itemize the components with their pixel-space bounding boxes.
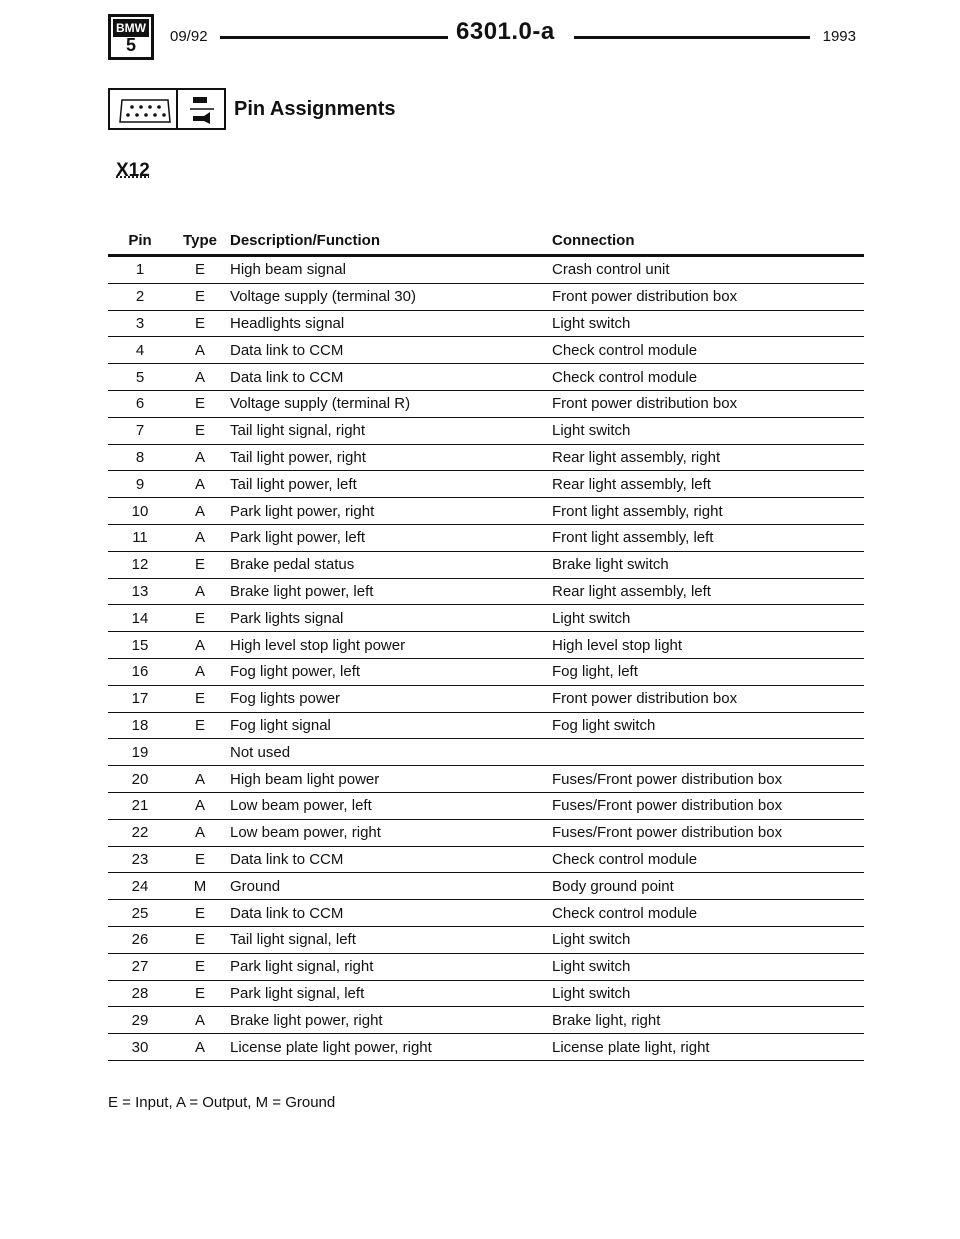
- type-cell: E: [172, 551, 228, 578]
- type-cell: [172, 739, 228, 766]
- pin-cell: 7: [108, 417, 172, 444]
- connection-cell: Light switch: [552, 953, 864, 980]
- type-cell: A: [172, 792, 228, 819]
- connection-cell: Fuses/Front power distribution box: [552, 766, 864, 793]
- description-cell: Data link to CCM: [228, 364, 552, 391]
- description-cell: Fog light signal: [228, 712, 552, 739]
- pin-cell: 22: [108, 819, 172, 846]
- description-cell: Tail light power, left: [228, 471, 552, 498]
- connection-cell: Light switch: [552, 980, 864, 1007]
- bmw-5-series-logo: [108, 14, 154, 60]
- pin-cell: 11: [108, 524, 172, 551]
- description-cell: Park light signal, left: [228, 980, 552, 1007]
- description-cell: Not used: [228, 739, 552, 766]
- connection-cell: Light switch: [552, 417, 864, 444]
- connection-cell: Rear light assembly, right: [552, 444, 864, 471]
- table-row: [108, 1007, 864, 1034]
- pin-cell: 3: [108, 310, 172, 337]
- table-row: [108, 283, 864, 310]
- connection-cell: Rear light assembly, left: [552, 471, 864, 498]
- description-cell: Tail light signal, left: [228, 926, 552, 953]
- type-legend: E = Input, A = Output, M = Ground: [108, 1094, 336, 1111]
- table-row: [108, 792, 864, 819]
- pin-cell: 29: [108, 1007, 172, 1034]
- table-row: [108, 900, 864, 927]
- type-cell: A: [172, 337, 228, 364]
- column-header-pin: Pin: [108, 226, 172, 256]
- description-cell: Park light power, left: [228, 524, 552, 551]
- description-cell: Park light power, right: [228, 498, 552, 525]
- table-row: [108, 524, 864, 551]
- connection-cell: Brake light, right: [552, 1007, 864, 1034]
- description-cell: Data link to CCM: [228, 846, 552, 873]
- description-cell: Park light signal, right: [228, 953, 552, 980]
- connection-cell: Fuses/Front power distribution box: [552, 792, 864, 819]
- table-row: [108, 712, 864, 739]
- type-cell: A: [172, 632, 228, 659]
- pin-cell: 28: [108, 980, 172, 1007]
- table-row: [108, 310, 864, 337]
- description-cell: Ground: [228, 873, 552, 900]
- connection-cell: Light switch: [552, 605, 864, 632]
- document-number: 6301.0-a: [456, 18, 555, 45]
- column-header-description: Description/Function: [228, 226, 552, 256]
- connection-cell: Front power distribution box: [552, 685, 864, 712]
- pin-cell: 25: [108, 900, 172, 927]
- table-row: [108, 551, 864, 578]
- column-header-connection: Connection: [552, 226, 864, 256]
- page-header: [108, 14, 856, 64]
- table-row: [108, 980, 864, 1007]
- connection-cell: Fog light, left: [552, 658, 864, 685]
- pin-cell: 4: [108, 337, 172, 364]
- pin-cell: 15: [108, 632, 172, 659]
- connection-cell: High level stop light: [552, 632, 864, 659]
- connection-cell: Check control module: [552, 846, 864, 873]
- description-cell: Voltage supply (terminal 30): [228, 283, 552, 310]
- table-row: [108, 873, 864, 900]
- description-cell: Voltage supply (terminal R): [228, 390, 552, 417]
- table-row: [108, 819, 864, 846]
- connection-cell: [552, 739, 864, 766]
- connection-cell: Rear light assembly, left: [552, 578, 864, 605]
- pin-cell: 9: [108, 471, 172, 498]
- connection-cell: Crash control unit: [552, 256, 864, 284]
- type-cell: E: [172, 256, 228, 284]
- page-title: Pin Assignments: [234, 98, 396, 120]
- type-cell: A: [172, 524, 228, 551]
- pin-assignment-table: [108, 226, 864, 1061]
- pin-cell: 1: [108, 256, 172, 284]
- type-cell: A: [172, 766, 228, 793]
- table-row: [108, 390, 864, 417]
- description-cell: License plate light power, right: [228, 1034, 552, 1061]
- type-cell: A: [172, 364, 228, 391]
- table-row: [108, 632, 864, 659]
- pin-cell: 27: [108, 953, 172, 980]
- description-cell: High beam signal: [228, 256, 552, 284]
- description-cell: Brake light power, left: [228, 578, 552, 605]
- connection-cell: Front light assembly, left: [552, 524, 864, 551]
- description-cell: Brake pedal status: [228, 551, 552, 578]
- table-row: [108, 364, 864, 391]
- connection-cell: Front power distribution box: [552, 390, 864, 417]
- pin-terminal-icon: [178, 88, 226, 130]
- table-row: [108, 417, 864, 444]
- description-cell: Tail light signal, right: [228, 417, 552, 444]
- pin-cell: 10: [108, 498, 172, 525]
- type-cell: A: [172, 471, 228, 498]
- description-cell: Fog lights power: [228, 685, 552, 712]
- header-rule-right: [574, 36, 810, 39]
- description-cell: High level stop light power: [228, 632, 552, 659]
- type-cell: A: [172, 578, 228, 605]
- connection-cell: Body ground point: [552, 873, 864, 900]
- connection-cell: Front power distribution box: [552, 283, 864, 310]
- description-cell: Brake light power, right: [228, 1007, 552, 1034]
- type-cell: E: [172, 605, 228, 632]
- description-cell: Tail light power, right: [228, 444, 552, 471]
- type-cell: A: [172, 498, 228, 525]
- type-cell: A: [172, 1007, 228, 1034]
- table-row: [108, 471, 864, 498]
- logo-brand: BMW: [113, 19, 149, 37]
- table-row: [108, 685, 864, 712]
- table-row: [108, 605, 864, 632]
- logo-series: 5: [125, 35, 136, 55]
- pin-cell: 6: [108, 390, 172, 417]
- pin-cell: 2: [108, 283, 172, 310]
- type-cell: E: [172, 685, 228, 712]
- type-cell: E: [172, 417, 228, 444]
- description-cell: Fog light power, left: [228, 658, 552, 685]
- pin-cell: 8: [108, 444, 172, 471]
- connection-cell: Light switch: [552, 926, 864, 953]
- type-cell: E: [172, 283, 228, 310]
- description-cell: Data link to CCM: [228, 337, 552, 364]
- type-cell: A: [172, 658, 228, 685]
- connector-label: X12: [116, 160, 150, 181]
- table-row: [108, 256, 864, 284]
- table-row: [108, 337, 864, 364]
- header-rule-left: [220, 36, 448, 39]
- pin-cell: 24: [108, 873, 172, 900]
- type-cell: E: [172, 980, 228, 1007]
- pin-cell: 20: [108, 766, 172, 793]
- type-cell: E: [172, 712, 228, 739]
- pin-cell: 30: [108, 1034, 172, 1061]
- table-row: [108, 766, 864, 793]
- connection-cell: Fog light switch: [552, 712, 864, 739]
- connection-cell: Light switch: [552, 310, 864, 337]
- pin-cell: 26: [108, 926, 172, 953]
- description-cell: High beam light power: [228, 766, 552, 793]
- column-header-type: Type: [172, 226, 228, 256]
- pin-cell: 19: [108, 739, 172, 766]
- pin-cell: 23: [108, 846, 172, 873]
- type-cell: A: [172, 819, 228, 846]
- table-row: [108, 578, 864, 605]
- connector-icon: [108, 88, 178, 130]
- pin-cell: 14: [108, 605, 172, 632]
- table-row: [108, 444, 864, 471]
- table-row: [108, 926, 864, 953]
- type-cell: M: [172, 873, 228, 900]
- connection-cell: License plate light, right: [552, 1034, 864, 1061]
- table-row: [108, 498, 864, 525]
- connection-cell: Check control module: [552, 337, 864, 364]
- connection-cell: Check control module: [552, 364, 864, 391]
- type-cell: E: [172, 846, 228, 873]
- header-year: 1993: [822, 28, 856, 45]
- description-cell: Low beam power, right: [228, 819, 552, 846]
- description-cell: Headlights signal: [228, 310, 552, 337]
- type-cell: E: [172, 310, 228, 337]
- table-row: [108, 739, 864, 766]
- table-header-row: [108, 226, 864, 256]
- table-row: [108, 846, 864, 873]
- table-row: [108, 1034, 864, 1061]
- pin-cell: 17: [108, 685, 172, 712]
- connection-cell: Check control module: [552, 900, 864, 927]
- type-cell: A: [172, 1034, 228, 1061]
- description-cell: Park lights signal: [228, 605, 552, 632]
- type-cell: E: [172, 953, 228, 980]
- pin-cell: 21: [108, 792, 172, 819]
- table-row: [108, 953, 864, 980]
- description-cell: Data link to CCM: [228, 900, 552, 927]
- description-cell: Low beam power, left: [228, 792, 552, 819]
- connection-cell: Fuses/Front power distribution box: [552, 819, 864, 846]
- pin-cell: 12: [108, 551, 172, 578]
- header-date: 09/92: [170, 28, 208, 45]
- pin-cell: 18: [108, 712, 172, 739]
- pin-cell: 13: [108, 578, 172, 605]
- pin-cell: 5: [108, 364, 172, 391]
- table-row: [108, 658, 864, 685]
- connection-cell: Brake light switch: [552, 551, 864, 578]
- table-body: [108, 256, 864, 1061]
- connection-cell: Front light assembly, right: [552, 498, 864, 525]
- pin-cell: 16: [108, 658, 172, 685]
- type-cell: E: [172, 900, 228, 927]
- type-cell: E: [172, 926, 228, 953]
- type-cell: E: [172, 390, 228, 417]
- type-cell: A: [172, 444, 228, 471]
